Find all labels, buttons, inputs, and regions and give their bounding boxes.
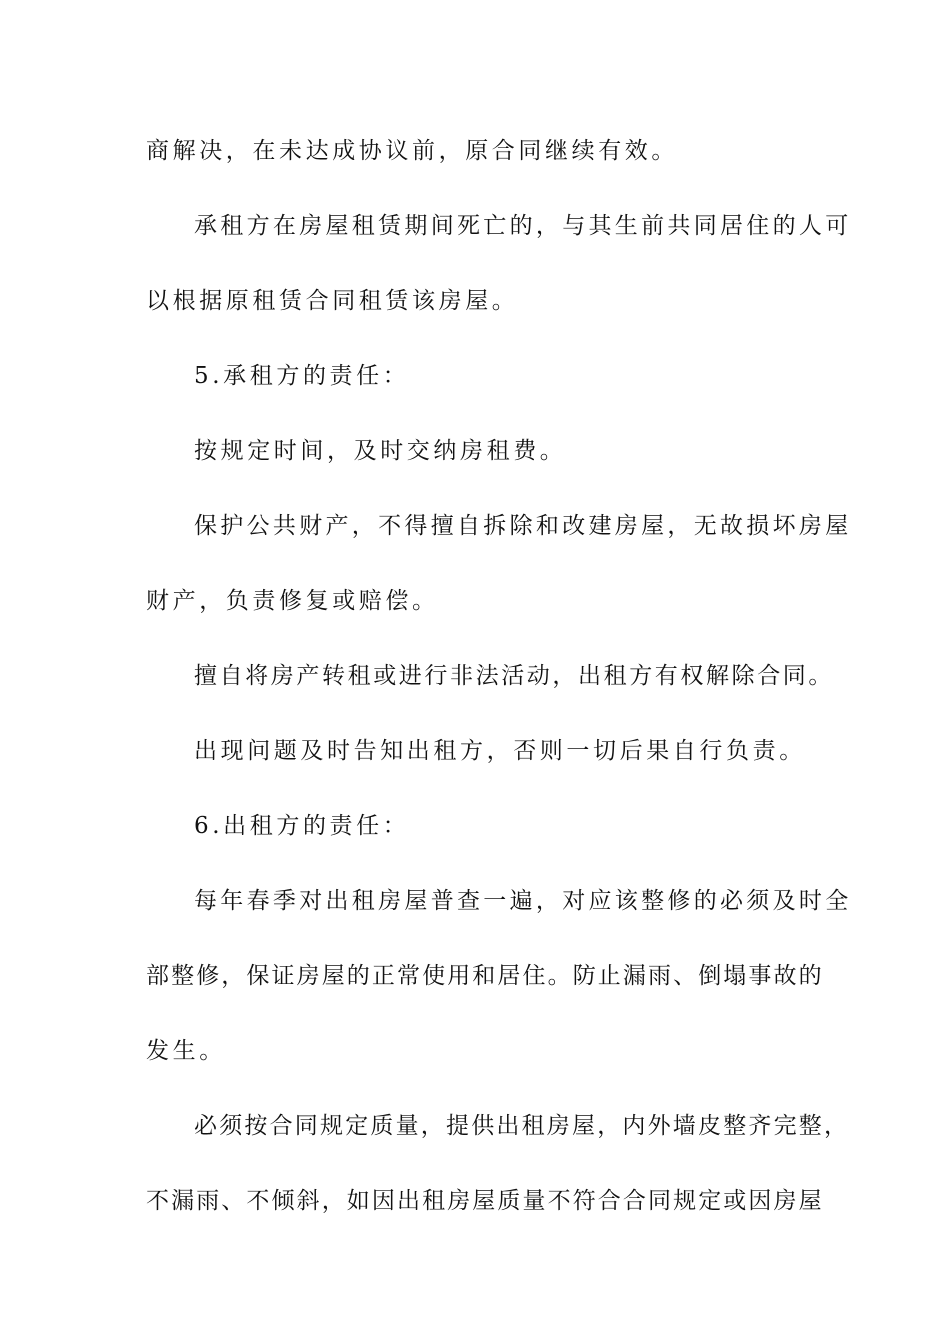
section-heading: 6.出租方的责任：	[194, 813, 410, 839]
paragraph-line: 按规定时间，及时交纳房租费。	[194, 438, 567, 464]
paragraph-line: 出现问题及时告知出租方，否则一切后果自行负责。	[194, 738, 806, 764]
paragraph-line: 商解决，在未达成协议前，原合同继续有效。	[146, 138, 678, 164]
section-heading: 5.承租方的责任：	[194, 363, 410, 389]
paragraph-line: 擅自将房产转租或进行非法活动，出租方有权解除合同。	[194, 663, 834, 689]
paragraph-line: 承租方在房屋租赁期间死亡的，与其生前共同居住的人可	[194, 213, 852, 239]
paragraph-line: 发生。	[146, 1038, 226, 1064]
paragraph-line: 每年春季对出租房屋普查一遍，对应该整修的必须及时全	[194, 888, 852, 914]
paragraph-line: 以根据原租赁合同租赁该房屋。	[146, 288, 519, 314]
paragraph-line: 不漏雨、不倾斜，如因出租房屋质量不符合合同规定或因房屋	[146, 1188, 824, 1214]
paragraph-line: 必须按合同规定质量，提供出租房屋，内外墙皮整齐完整，	[194, 1113, 850, 1139]
paragraph-line: 保护公共财产，不得擅自拆除和改建房屋，无故损坏房屋	[194, 513, 852, 539]
paragraph-line: 部整修，保证房屋的正常使用和居住。防止漏雨、倒塌事故的	[146, 963, 824, 989]
paragraph-line: 财产，负责修复或赔偿。	[146, 588, 439, 614]
